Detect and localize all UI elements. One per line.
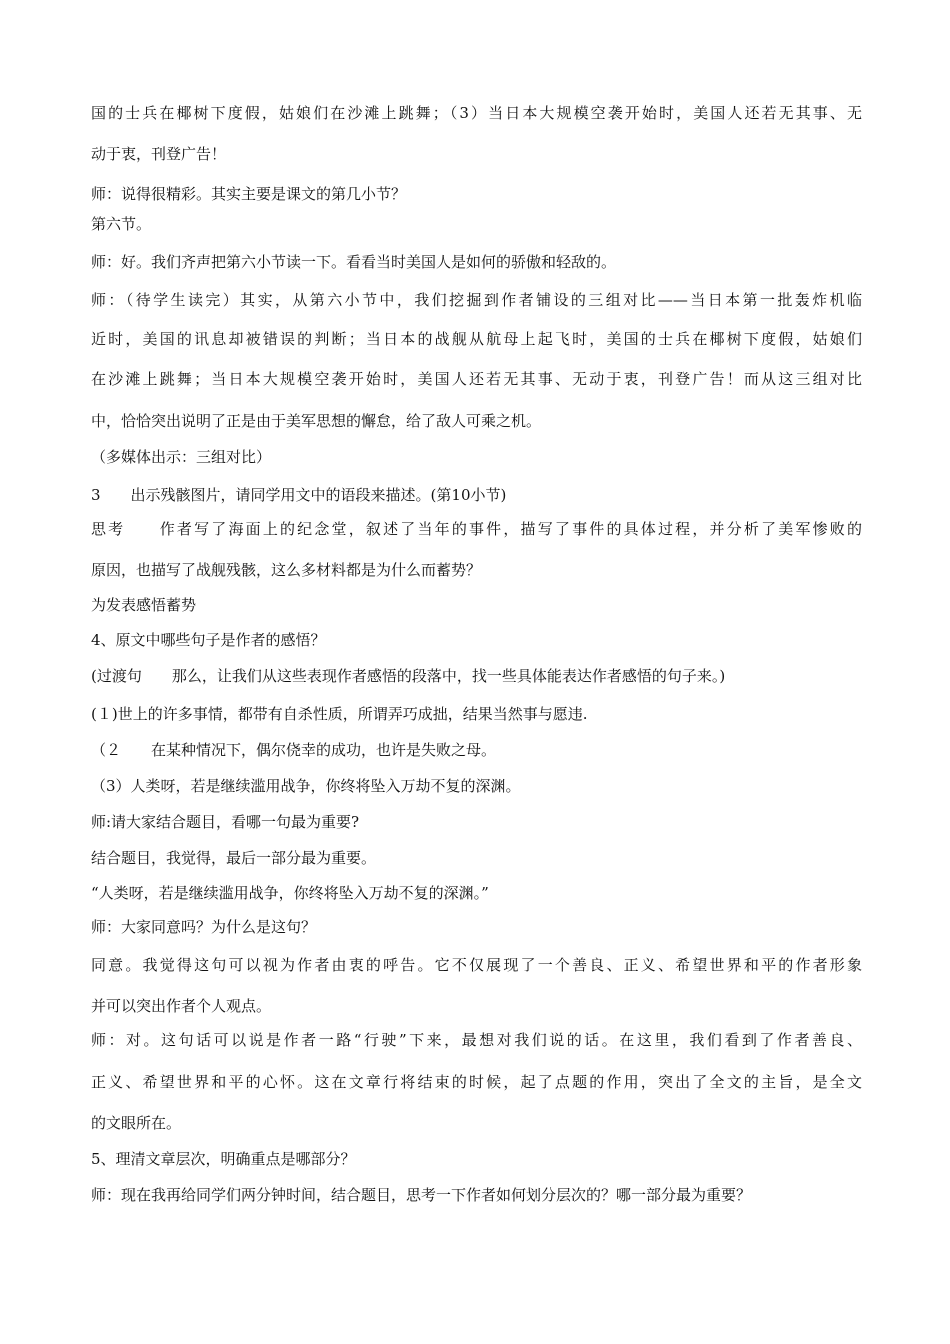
text-line-26: 师：对。这句话可以说是作者一路“行驶”下来，最想对我们说的话。在这里，我们看到了作者善良、: [91, 1031, 862, 1049]
text-line-27: 正义、希望世界和平的心怀。这在文章行将结束的时候，起了点题的作用，突出了全文的主旨，是全文: [91, 1073, 862, 1091]
text-line-17: (１)世上的许多事情，都带有自杀性质，所谓弄巧成拙，结果当然事与愿违.: [91, 705, 588, 723]
text-line-20: 师:请大家结合题目，看哪一句最为重要?: [91, 813, 360, 831]
text-line-9: 中，恰恰突出说明了正是由于美军思想的懈怠，给了敌人可乘之机。: [91, 412, 542, 430]
text-line-4: 第六节。: [91, 215, 152, 233]
text-line-15: 4、原文中哪些句子是作者的感悟？: [91, 631, 326, 649]
text-line-18: （２ 在某种情况下，偶尔侥幸的成功，也许是失败之母。: [91, 741, 497, 759]
text-line-24: 同意。我觉得这句可以视为作者由衷的呼告。它不仅展现了一个善良、正义、希望世界和平的作者形象: [91, 956, 862, 974]
text-line-14: 为发表感悟蓄势: [91, 596, 197, 614]
text-line-10: （多媒体出示：三组对比）: [91, 448, 272, 466]
text-line-13: 原因，也描写了战舰残骸，这么多材料都是为什么而蓄势？: [91, 561, 482, 579]
text-line-5: 师：好。我们齐声把第六小节读一下。看看当时美国人是如何的骄傲和轻敌的。: [91, 253, 617, 271]
text-line-6: 师：（待学生读完）其实，从第六小节中，我们挖掘到作者铺设的三组对比——当日本第一批轰炸机临: [91, 291, 862, 309]
text-line-22: “人类呀，若是继续滥用战争，你终将坠入万劫不复的深渊。”: [91, 884, 489, 902]
text-line-3: 师：说得很精彩。其实主要是课文的第几小节？: [91, 185, 407, 203]
text-line-28: 的文眼所在。: [91, 1114, 182, 1132]
text-line-1: 国的士兵在椰树下度假，姑娘们在沙滩上跳舞；（3）当日本大规模空袭开始时，美国人还若无其事、无: [91, 104, 862, 122]
text-line-8: 在沙滩上跳舞；当日本大规模空袭开始时，美国人还若无其事、无动于衷，刊登广告！而从这三组对比: [91, 370, 862, 388]
text-line-29: 5、理清文章层次，明确重点是哪部分？: [91, 1150, 356, 1168]
text-line-30: 师：现在我再给同学们两分钟时间，结合题目，思考一下作者如何划分层次的？哪一部分最为重要？: [91, 1186, 752, 1204]
text-line-7: 近时，美国的讯息却被错误的判断；当日本的战舰从航母上起飞时，美国的士兵在椰树下度假，姑娘们: [91, 330, 862, 348]
text-line-23: 师：大家同意吗？为什么是这句？: [91, 918, 317, 936]
text-line-2: 动于衷，刊登广告！: [91, 145, 227, 163]
text-line-19: （3）人类呀，若是继续滥用战争，你终将坠入万劫不复的深渊。: [91, 777, 521, 795]
text-line-25: 并可以突出作者个人观点。: [91, 997, 272, 1015]
text-line-21: 结合题目，我觉得，最后一部分最为重要。: [91, 849, 377, 867]
text-line-11: 3 出示残骸图片，请同学用文中的语段来描述。(第10小节): [91, 486, 507, 504]
text-line-16: (过渡句 那么，让我们从这些表现作者感悟的段落中，找一些具体能表达作者感悟的句子来。): [91, 667, 726, 685]
text-line-12: 思考 作者写了海面上的纪念堂，叙述了当年的事件，描写了事件的具体过程，并分析了美军惨败的: [91, 520, 862, 538]
